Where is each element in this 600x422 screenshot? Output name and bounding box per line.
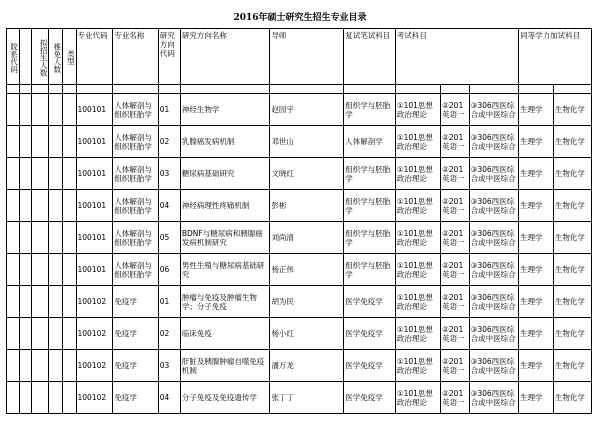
empty-cell — [19, 85, 32, 94]
cell-retest: 组织学与胚胎学 — [344, 94, 396, 126]
cell-retest: 组织学与胚胎学 — [344, 190, 396, 222]
empty-cell — [344, 85, 396, 94]
empty-cell — [49, 318, 63, 350]
empty-cell — [49, 382, 63, 414]
header-supervisor: 导师 — [270, 29, 344, 85]
header-direction-code: 研究方向代码 — [158, 29, 180, 85]
cell-exam-politics: ①101思想政治理论 — [395, 126, 440, 158]
empty-cell — [32, 318, 49, 350]
empty-cell — [19, 350, 32, 382]
cell-exam-english: ②201英语一 — [441, 190, 469, 222]
header-blank — [19, 29, 32, 85]
cell-exam-medicine: ③306西医综合或中医综合 — [469, 254, 519, 286]
cell-equiv-2: 生物化学 — [553, 254, 591, 286]
empty-cell — [32, 158, 49, 190]
header-dept-code: 院系代码 — [7, 29, 20, 85]
cell-equiv-1: 生理学 — [519, 318, 554, 350]
cell-exam-medicine: ③306西医综合或中医综合 — [469, 382, 519, 414]
empty-cell — [553, 85, 591, 94]
cell-exam-medicine: ③306西医综合或中医综合 — [469, 350, 519, 382]
table-row — [7, 382, 592, 414]
cell-retest: 组织学与胚胎学 — [344, 254, 396, 286]
cell-major-name: 人体解剖与组织胚胎学 — [113, 126, 158, 158]
cell-equiv-2: 生物化学 — [553, 382, 591, 414]
empty-cell — [7, 158, 20, 190]
cell-major-name: 免疫学 — [113, 318, 158, 350]
table-row — [7, 254, 592, 286]
cell-major-code: 100102 — [76, 318, 113, 350]
cell-direction-code: 02 — [158, 318, 180, 350]
cell-major-code: 100101 — [76, 126, 113, 158]
empty-cell — [32, 190, 49, 222]
catalog-table — [6, 28, 592, 414]
empty-cell — [62, 85, 76, 94]
cell-supervisor: 刘尚清 — [270, 222, 344, 254]
cell-equiv-2: 生物化学 — [553, 318, 591, 350]
cell-equiv-2: 生物化学 — [553, 94, 591, 126]
cell-direction-name: 神经生物学 — [180, 94, 270, 126]
header-category: 类型 — [62, 29, 76, 85]
cell-major-name: 免疫学 — [113, 382, 158, 414]
empty-cell — [62, 318, 76, 350]
cell-retest: 医学免疫学 — [344, 350, 396, 382]
cell-major-name: 人体解剖与组织胚胎学 — [113, 158, 158, 190]
empty-cell — [62, 222, 76, 254]
cell-equiv-2: 生物化学 — [553, 286, 591, 318]
cell-direction-name: BDNF与糖尿病和胰腺癌发病机制研究 — [180, 222, 270, 254]
cell-direction-name: 肿瘤与免疫及肿瘤生物学；分子免疫 — [180, 286, 270, 318]
cell-equiv-1: 生理学 — [519, 126, 554, 158]
empty-cell — [519, 85, 554, 94]
empty-cell — [62, 126, 76, 158]
cell-direction-code: 04 — [158, 382, 180, 414]
empty-cell — [62, 254, 76, 286]
cell-exam-english: ②201英语一 — [441, 318, 469, 350]
cell-exam-politics: ①101思想政治理论 — [395, 158, 440, 190]
cell-exam-english: ②201英语一 — [441, 382, 469, 414]
cell-exam-politics: ①101思想政治理论 — [395, 190, 440, 222]
empty-cell — [32, 254, 49, 286]
empty-cell — [395, 85, 440, 94]
header-exam: 考试科目 — [395, 29, 518, 85]
cell-exam-medicine: ③306西医综合或中医综合 — [469, 318, 519, 350]
cell-major-code: 100102 — [76, 382, 113, 414]
empty-cell — [19, 254, 32, 286]
empty-cell — [32, 286, 49, 318]
cell-exam-politics: ①101思想政治理论 — [395, 94, 440, 126]
table-row — [7, 222, 592, 254]
empty-cell — [76, 85, 113, 94]
empty-cell — [441, 85, 469, 94]
cell-major-name: 人体解剖与组织胚胎学 — [113, 190, 158, 222]
cell-exam-medicine: ③306西医综合或中医综合 — [469, 190, 519, 222]
empty-cell — [32, 222, 49, 254]
empty-cell — [158, 85, 180, 94]
cell-supervisor: 胡为民 — [270, 286, 344, 318]
empty-cell — [49, 222, 63, 254]
cell-equiv-1: 生理学 — [519, 222, 554, 254]
cell-exam-politics: ①101思想政治理论 — [395, 382, 440, 414]
cell-equiv-1: 生理学 — [519, 190, 554, 222]
cell-exam-politics: ①101思想政治理论 — [395, 222, 440, 254]
cell-exam-politics: ①101思想政治理论 — [395, 318, 440, 350]
cell-supervisor: 赵园宇 — [270, 94, 344, 126]
cell-supervisor: 邓世山 — [270, 126, 344, 158]
cell-major-code: 100101 — [76, 222, 113, 254]
cell-direction-code: 01 — [158, 94, 180, 126]
cell-equiv-1: 生理学 — [519, 286, 554, 318]
header-exempt: 推免人数 — [49, 29, 63, 85]
cell-exam-english: ②201英语一 — [441, 126, 469, 158]
cell-equiv-2: 生物化学 — [553, 222, 591, 254]
empty-cell — [180, 85, 270, 94]
empty-cell — [62, 286, 76, 318]
cell-exam-english: ②201英语一 — [441, 158, 469, 190]
cell-equiv-1: 生理学 — [519, 350, 554, 382]
cell-major-code: 100101 — [76, 190, 113, 222]
cell-exam-english: ②201英语一 — [441, 286, 469, 318]
cell-exam-politics: ①101思想政治理论 — [395, 350, 440, 382]
cell-major-code: 100102 — [76, 286, 113, 318]
empty-cell — [19, 126, 32, 158]
empty-cell — [62, 350, 76, 382]
empty-cell — [7, 350, 20, 382]
cell-major-name: 免疫学 — [113, 350, 158, 382]
empty-cell — [49, 85, 63, 94]
empty-cell — [7, 85, 20, 94]
cell-equiv-2: 生物化学 — [553, 158, 591, 190]
cell-exam-english: ②201英语一 — [441, 222, 469, 254]
empty-cell — [49, 350, 63, 382]
header-enroll-count: 拟招生人数 — [32, 29, 49, 85]
table-header-row — [7, 29, 592, 85]
cell-direction-name: 肝脏及胰腺肿瘤自噬免疫机制 — [180, 350, 270, 382]
cell-exam-medicine: ③306西医综合或中医综合 — [469, 158, 519, 190]
cell-direction-code: 01 — [158, 286, 180, 318]
cell-equiv-2: 生物化学 — [553, 126, 591, 158]
cell-exam-english: ②201英语一 — [441, 94, 469, 126]
cell-direction-name: 临床免疫 — [180, 318, 270, 350]
empty-cell — [7, 126, 20, 158]
empty-cell — [32, 94, 49, 126]
cell-exam-politics: ①101思想政治理论 — [395, 254, 440, 286]
cell-retest: 医学免疫学 — [344, 318, 396, 350]
empty-cell — [32, 85, 49, 94]
table-row — [7, 286, 592, 318]
cell-direction-name: 乳腺癌发病机制 — [180, 126, 270, 158]
cell-equiv-1: 生理学 — [519, 158, 554, 190]
header-retest: 复试笔试科目 — [344, 29, 396, 85]
header-direction-name: 研究方向名称 — [180, 29, 270, 85]
cell-supervisor: 张丁丁 — [270, 382, 344, 414]
empty-cell — [19, 190, 32, 222]
cell-retest: 医学免疫学 — [344, 382, 396, 414]
cell-equiv-2: 生物化学 — [553, 350, 591, 382]
empty-cell — [49, 254, 63, 286]
cell-equiv-1: 生理学 — [519, 254, 554, 286]
empty-cell — [19, 382, 32, 414]
cell-exam-medicine: ③306西医综合或中医综合 — [469, 94, 519, 126]
empty-cell — [62, 158, 76, 190]
cell-supervisor: 潘万龙 — [270, 350, 344, 382]
cell-major-name: 免疫学 — [113, 286, 158, 318]
table-row — [7, 158, 592, 190]
table-row — [7, 190, 592, 222]
cell-exam-medicine: ③306西医综合或中医综合 — [469, 286, 519, 318]
cell-direction-name: 男性生殖与糖尿病基础研究 — [180, 254, 270, 286]
cell-supervisor: 彭彬 — [270, 190, 344, 222]
cell-retest: 人体解剖学 — [344, 126, 396, 158]
cell-direction-code: 04 — [158, 190, 180, 222]
table-row — [7, 94, 592, 126]
cell-equiv-1: 生理学 — [519, 382, 554, 414]
empty-cell — [19, 318, 32, 350]
cell-retest: 组织学与胚胎学 — [344, 222, 396, 254]
empty-cell — [32, 126, 49, 158]
empty-cell — [469, 85, 519, 94]
empty-cell — [49, 286, 63, 318]
cell-supervisor: 文晓红 — [270, 158, 344, 190]
cell-equiv-1: 生理学 — [519, 94, 554, 126]
cell-major-code: 100101 — [76, 254, 113, 286]
empty-cell — [19, 94, 32, 126]
cell-direction-code: 02 — [158, 126, 180, 158]
cell-supervisor: 杨正伟 — [270, 254, 344, 286]
empty-cell — [49, 190, 63, 222]
empty-cell — [7, 190, 20, 222]
cell-major-code: 100101 — [76, 158, 113, 190]
empty-cell — [7, 286, 20, 318]
header-major-name: 专业名称 — [113, 29, 158, 85]
cell-exam-english: ②201英语一 — [441, 254, 469, 286]
cell-direction-code: 05 — [158, 222, 180, 254]
cell-major-name: 人体解剖与组织胚胎学 — [113, 222, 158, 254]
cell-retest: 组织学与胚胎学 — [344, 158, 396, 190]
empty-cell — [32, 382, 49, 414]
cell-direction-code: 03 — [158, 350, 180, 382]
cell-exam-medicine: ③306西医综合或中医综合 — [469, 222, 519, 254]
empty-cell — [49, 158, 63, 190]
cell-major-name: 人体解剖与组织胚胎学 — [113, 94, 158, 126]
empty-cell — [32, 350, 49, 382]
cell-direction-name: 分子免疫及免疫遗传学 — [180, 382, 270, 414]
cell-direction-code: 06 — [158, 254, 180, 286]
empty-cell — [19, 286, 32, 318]
cell-major-name: 人体解剖与组织胚胎学 — [113, 254, 158, 286]
empty-cell — [62, 94, 76, 126]
empty-cell — [7, 318, 20, 350]
cell-retest: 医学免疫学 — [344, 286, 396, 318]
cell-major-code: 100101 — [76, 94, 113, 126]
empty-cell — [7, 222, 20, 254]
empty-cell — [113, 85, 158, 94]
empty-cell — [49, 94, 63, 126]
table-row — [7, 318, 592, 350]
cell-equiv-2: 生物化学 — [553, 190, 591, 222]
table-row — [7, 126, 592, 158]
empty-cell — [19, 158, 32, 190]
cell-exam-english: ②201英语一 — [441, 350, 469, 382]
header-equiv: 同等学力加试科目 — [519, 29, 592, 85]
empty-cell — [19, 222, 32, 254]
cell-direction-code: 03 — [158, 158, 180, 190]
cell-direction-name: 神经病理性疼痛机制 — [180, 190, 270, 222]
header-major-code: 专业代码 — [76, 29, 113, 85]
empty-cell — [7, 254, 20, 286]
empty-cell — [7, 94, 20, 126]
cell-direction-name: 糖尿病基础研究 — [180, 158, 270, 190]
empty-cell — [62, 190, 76, 222]
cell-exam-politics: ①101思想政治理论 — [395, 286, 440, 318]
cell-major-code: 100102 — [76, 350, 113, 382]
cell-supervisor: 杨小红 — [270, 318, 344, 350]
table-row — [7, 350, 592, 382]
empty-cell — [7, 382, 20, 414]
empty-cell — [49, 126, 63, 158]
empty-cell — [62, 382, 76, 414]
empty-cell — [270, 85, 344, 94]
page-title: 2016年硕士研究生招生专业目录 — [233, 13, 367, 23]
table-spacer-row — [7, 85, 592, 94]
cell-exam-medicine: ③306西医综合或中医综合 — [469, 126, 519, 158]
